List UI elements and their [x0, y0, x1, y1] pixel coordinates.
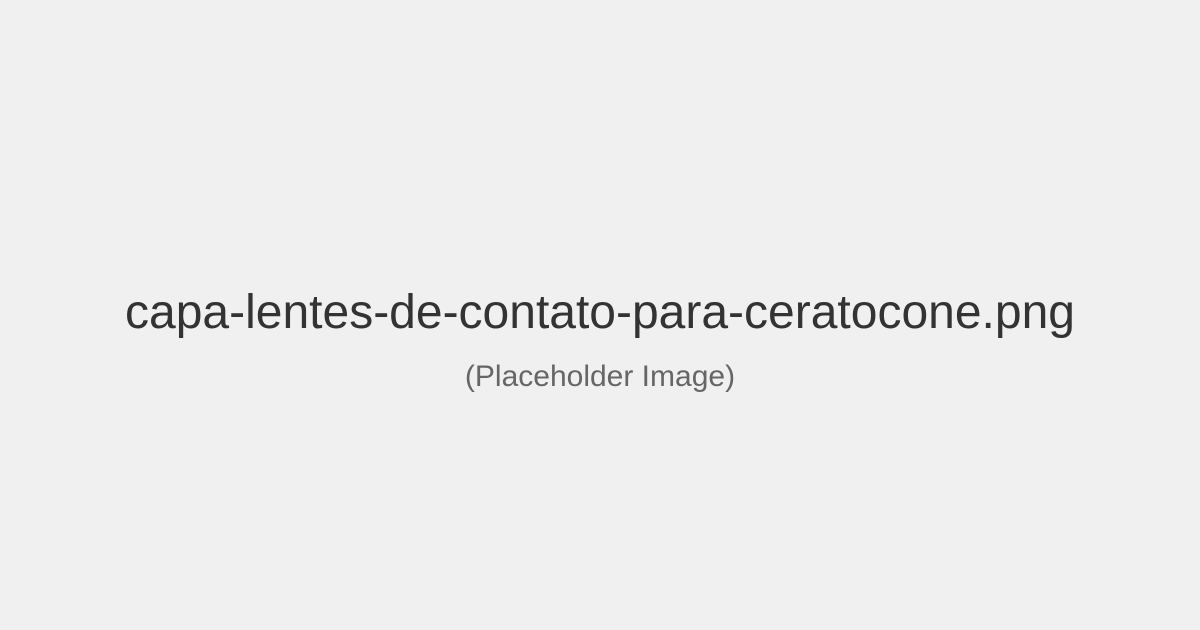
placeholder-caption: (Placeholder Image) — [464, 360, 736, 393]
image-filename: capa-lentes-de-contato-para-ceratocone.png — [125, 286, 1075, 339]
